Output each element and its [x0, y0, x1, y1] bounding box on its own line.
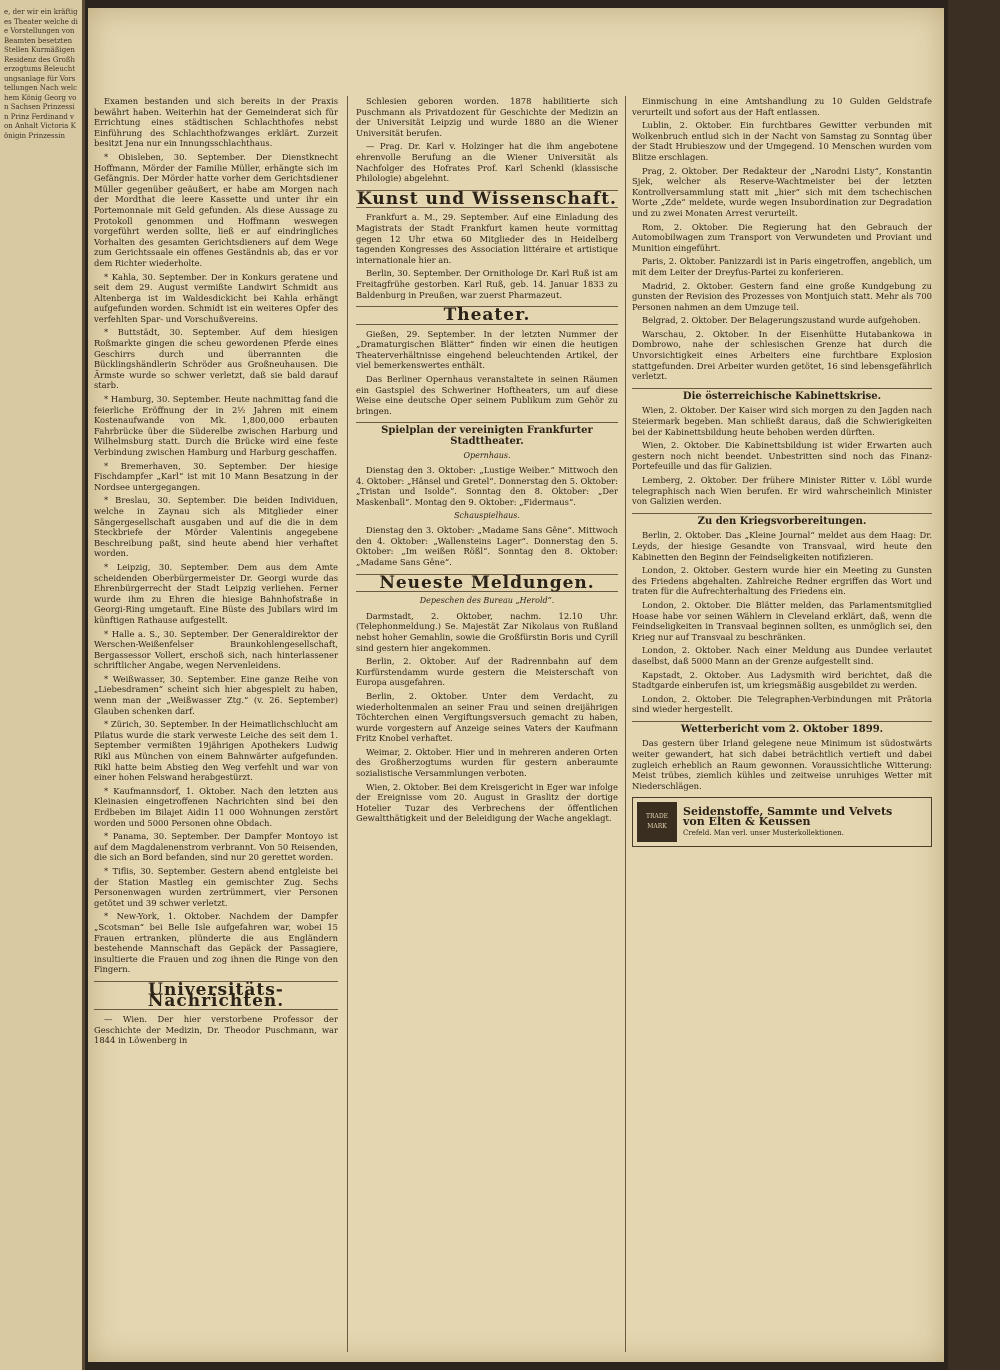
newspaper-page	[88, 8, 944, 1362]
paragraph: Berlin, 2. Oktober. Das „Kleine Journal“ meldet aus dem Haag: Dr. Leyds, der hiesige Gesandte von Transvaal, wird heute den Kabinetten den Beginn der Feindseligkeiten notifizieren.	[632, 530, 932, 562]
column-rule	[347, 96, 348, 1352]
paragraph: Lublin, 2. Oktober. Ein furchtbares Gewitter verbunden mit Wolkenbruch entlud sich in der Nacht von Samstag zu Sonntag über der Stadt Hrubieszow und der Umgegend. 10 Menschen wurden vom Blitze erschlagen.	[632, 120, 932, 162]
advertisement	[632, 797, 932, 847]
subheading: Schauspielhaus.	[454, 510, 520, 520]
previous-page-text: e, der wir ein kräftiges Theater welche die Vorstellungen von Beamten besetzten Stellen Kurmäßigen Residenz des Großherzogtums Beleuchtungsanlage für Vorstellungen Nach welchem König Georg von Sachsen Prinzessin Prinz Ferdinand von Anhalt Victoria Königin Prinzessin	[4, 8, 78, 140]
ad-text	[683, 804, 893, 839]
paragraph: * Halle a. S., 30. September. Der Generaldirektor der Werschen-Weißenfelser Braunkohlengesellschaft, Bergassessor Vollert, erschoß sich, nach hinterlassener schriftlicher Angabe, wegen Nervenleidens.	[94, 628, 338, 671]
ad-company: von Elten & Keussen	[683, 815, 811, 829]
column-2	[356, 96, 618, 1358]
paragraph: * Zürich, 30. September. In der Heimatlichschlucht am Pilatus wurde die stark verweste Leiche des seit dem 1. September vermißten 19jährigen Apothekers Ludwig Rikl aus München von einem Bahnwärter aufgefunden. Rikl hatte beim Abstieg den Weg verfehlt und war von einer hohen Felswand herabgestürzt.	[94, 719, 338, 783]
weather-report-text: Das gestern über Irland gelegene neue Minimum ist südostwärts weiter gewandert, hat sich dabei beträchtlich vertieft und dabei zugleich erheblich an Raum gewonnen. Voraussichtliche Witterung: Meist trübes, ziemlich kühles und zeitweise unruhiges Wetter mit Niederschlägen.	[632, 738, 932, 791]
trademark-logo: TRADE MARK	[637, 802, 677, 842]
paragraph: Berlin, 30. September. Der Ornithologe Dr. Karl Ruß ist am Freitagfrühe gestorben. Karl Ruß, geb. 14. Januar 1833 zu Baldenburg in Preußen, war zuerst Pharmazeut.	[356, 268, 618, 300]
paragraph: Dienstag den 3. Oktober: „Lustige Weiber.“ Mittwoch den 4. Oktober: „Hänsel und Gretel“. Donnerstag den 5. Oktober: „Tristan und Isolde“. Sonntag den 8. Oktober: „Der Maskenball“. Montag den 9. Oktober: „Fidermaus“.	[356, 465, 618, 507]
paragraph: Prag, 2. Oktober. Der Redakteur der „Narodni Listy“, Konstantin Sjek, welcher als Reserve-Wachtmeister bei der letzten Kontrollversammlung statt mit „hier“ sich mit dem tschechischen Worte „Zde“ meldete, wurde wegen Insubordination zur Degradation und zu zwei Monaten Arrest verurteilt.	[632, 165, 932, 218]
paragraph: London, 2. Oktober. Nach einer Meldung aus Dundee verlautet daselbst, daß 5000 Mann an der Grenze aufgestellt sind.	[632, 645, 932, 666]
section-title-universitaets: Universitäts-Nachrichten.	[94, 981, 338, 1010]
section-title-theater: Theater.	[356, 306, 618, 325]
ad-headline: Seidenstoffe, Sammte und Velvets	[683, 804, 893, 818]
paragraph: Einmischung in eine Amtshandlung zu 10 Gulden Geldstrafe verurteilt und sofort aus der Haft entlassen.	[632, 96, 932, 117]
paragraph: London, 2. Oktober. Die Blätter melden, das Parlamentsmitglied Hoase habe vor seinen Wählern in Cleveland erklärt, daß, wenn die Feindseligkeiten in Transvaal beginnen sollten, es unmöglich sei, den Krieg nur auf Transvaal zu beschränken.	[632, 599, 932, 642]
paragraph: * Buttstädt, 30. September. Auf dem hiesigen Roßmarkte gingen die scheu gewordenen Pferde eines Geschirrs durch und überrannten die Bücklingshändlerin Schröder aus Großneuhausen. Die Ärmste wurde so schwer verletzt, daß sie bald darauf starb.	[94, 327, 338, 391]
paragraph: Berlin, 2. Oktober. Unter dem Verdacht, zu wiederholtenmalen an seiner Frau und seinen dreijährigen Töchterchen einen Vergiftungsversuch gemacht zu haben, wurde vorgestern auf Anzeige seines Vaters der Kaufmann Fritz Knobel verhaftet.	[356, 690, 618, 744]
paragraph: London, 2. Oktober. Die Telegraphen-Verbindungen mit Prätoria sind wieder hergestellt.	[632, 693, 932, 715]
paragraph: Dienstag den 3. Oktober: „Madame Sans Gêne“. Mittwoch den 4. Oktober: „Wallensteins Lager“. Donnerstag den 5. Oktober: „Im weißen Rößl“. Sonntag den 8. Oktober: „Madame Sans Gêne“.	[356, 525, 618, 567]
paragraph: Lemberg, 2. Oktober. Der frühere Minister Ritter v. Löbl wurde telegraphisch nach Wien berufen. Er wird wahrscheinlich Minister von Galizien werden.	[632, 475, 932, 507]
paragraph: * Hamburg, 30. September. Heute nachmittag fand die feierliche Eröffnung der in 2½ Jahren mit einem Kostenaufwande von Mk. 1,800,000 erbauten Fahrbrücke über die Süderelbe zwischen Harburg und Wilhelmsburg statt. Durch die Brücke wird eine feste Verbindung zwischen Hamburg und Harburg geschaffen.	[94, 394, 338, 457]
paragraph: Examen bestanden und sich bereits in der Praxis bewährt haben. Weiterhin hat der Gemeinderat sich für Errichtung eines städtischen Schlachthofes nebst Einführung des Schlachthofzwanges erklärt. Zurzeit besitzt Jena nur ein Innungsschlachthaus.	[94, 96, 338, 149]
paragraph: — Wien. Der hier verstorbene Professor der Geschichte der Medizin, Dr. Theodor Puschmann, war 1844 in Löwenberg in	[94, 1014, 338, 1046]
paragraph: Das Berliner Opernhaus veranstaltete in seinen Räumen ein Gastspiel des Schweriner Hoftheaters, um auf diese Weise eine deutsche Oper seinem Publikum zum Gehör zu bringen.	[356, 374, 618, 416]
section-title-spielplan: Spielplan der vereinigten Frankfurter Stadttheater.	[356, 422, 618, 447]
section-title-kunst: Kunst und Wissenschaft.	[357, 188, 617, 209]
paragraph: Paris, 2. Oktober. Panizzardi ist in Paris eingetroffen, angeblich, um mit dem Leiter der Dreyfus-Partei zu konferieren.	[632, 256, 932, 277]
paragraph: Madrid, 2. Oktober. Gestern fand eine große Kundgebung zu gunsten der Revision des Prozesses von Montjuich statt. Mehr als 700 Personen nahmen an dem Umzuge teil.	[632, 280, 932, 312]
previous-page-edge	[0, 0, 85, 1370]
paragraph: Frankfurt a. M., 29. September. Auf eine Einladung des Magistrats der Stadt Frankfurt kamen heute vormittag gegen 12 Uhr etwa 60 Mitglieder des in Heidelberg tagenden Kongresses des Association littéraire et artistique internationale hier an.	[356, 212, 618, 265]
column-rule	[625, 96, 626, 1352]
subheading: Opernhaus.	[463, 450, 511, 460]
paragraph: * Kahla, 30. September. Der in Konkurs geratene und seit dem 29. August vermißte Landwirt Schmidt aus Altenberga ist im Waldesdickicht bei Kahla erhängt aufgefunden worden. Schmidt ist ein weiteres Opfer des verfehlten Spar- und Vorschußvereins.	[94, 271, 338, 324]
paragraph: * Tiflis, 30. September. Gestern abend entgleiste bei der Station Mastleg ein gemischter Zug. Sechs Personenwagen wurden zertrümmert, vier Personen getötet und 39 schwer verletzt.	[94, 865, 338, 908]
weather-report-title: Wetterbericht vom 2. Oktober 1899.	[632, 721, 932, 736]
paragraph: * Weißwasser, 30. September. Eine ganze Reihe von „Liebesdramen“ scheint sich hier abgespielt zu haben, wenn man der „Weißwasser Ztg.“ (v. 26. September) Glauben schenken darf.	[94, 673, 338, 716]
paragraph: Schlesien geboren worden. 1878 habilitierte sich Puschmann als Privatdozent für Geschichte der Medizin an der Universität Leipzig und wurde 1880 an die Wiener Universität berufen.	[356, 96, 618, 138]
paragraph: Wien, 2. Oktober. Bei dem Kreisgericht in Eger war infolge der Ereignisse vom 20. August in Graslitz der dortige Hotelier Tuzar des Verbrechens der öffentlichen Gewaltthätigkeit und der Beleidigung der Wache angeklagt.	[356, 781, 618, 824]
paragraph: Darmstadt, 2. Oktober, nachm. 12.10 Uhr. (Telephonmeldung.) Se. Majestät Zar Nikolaus von Rußland nebst hoher Gemahlin, sowie die Großfürstin Boris und Cyrill sind gestern hier angekommen.	[356, 610, 618, 653]
paragraph: Wien, 2. Oktober. Der Kaiser wird sich morgen zu den Jagden nach Steiermark begeben. Man schließt daraus, daß die Schwierigkeiten bei der Kabinettsbildung heute behoben werden dürften.	[632, 405, 932, 437]
section-title-kabinettskrise: Die österreichische Kabinettskrise.	[632, 388, 932, 403]
paragraph: Rom, 2. Oktober. Die Regierung hat den Gebrauch der Automobilwagen zum Transport von Verwundeten und Proviant und Munition eingeführt.	[632, 221, 932, 253]
section-title-kriegsvorbereitungen: Zu den Kriegsvorbereitungen.	[632, 513, 932, 528]
paragraph: * Panama, 30. September. Der Dampfer Montoyo ist auf dem Magdalenenstrom verbrannt. Von 50 Reisenden, die sich an Bord befanden, sind nur 20 gerettet worden.	[94, 831, 338, 863]
paragraph: * New-York, 1. Oktober. Nachdem der Dampfer „Scotsman“ bei Belle Isle aufgefahren war, wobei 15 Frauen ertranken, plünderte die aus Engländern bestehende Mannschaft das Gepäck der Passagiere, insultierte die Frauen und zog ihnen die Ringe von den Fingern.	[94, 911, 338, 975]
ad-footer: Crefeld. Man verl. unser Musterkollektionen.	[683, 828, 844, 837]
paragraph: Warschau, 2. Oktober. In der Eisenhütte Hutabankowa in Dombrowo, nahe der schlesischen Grenze hat durch die Unvorsichtigkeit eines Arbeiters eine furchtbare Explosion stattgefunden. Drei Arbeiter wurden getötet, 16 sind lebensgefährlich verletzt.	[632, 328, 932, 382]
section-title-meldungen: Neueste Meldungen.	[356, 574, 618, 593]
paragraph: Gießen, 29. September. In der letzten Nummer der „Dramaturgischen Blätter“ finden wir einen die heutigen Theaterverhältnisse eingehend beleuchtenden Artikel, der viel bemerkenswertes enthält.	[356, 328, 618, 371]
paragraph: * Kaufmannsdorf, 1. Oktober. Nach den letzten aus Kleinasien eingetroffenen Nachrichten sind bei den Erdbeben im Bilajet Aidin 11 000 Wohnungen zerstört worden und 5000 Personen ohne Obdach.	[94, 785, 338, 828]
column-1	[94, 96, 338, 1358]
paragraph: * Bremerhaven, 30. September. Der hiesige Fischdampfer „Karl“ ist mit 10 Mann Besatzung in der Nordsee untergegangen.	[94, 460, 338, 492]
paragraph: Berlin, 2. Oktober. Auf der Radrennbahn auf dem Kurfürstendamm wurde gestern die Meisterschaft von Europa ausgefahren.	[356, 656, 618, 688]
paragraph: Belgrad, 2. Oktober. Der Belagerungszustand wurde aufgehoben.	[642, 315, 921, 326]
paragraph: Wien, 2. Oktober. Die Kabinettsbildung ist wider Erwarten auch gestern noch nicht beendet. Unbestritten sind noch das Finanz-Portefeuille und das für Galizien.	[632, 440, 932, 472]
paragraph: * Obisleben, 30. September. Der Dienstknecht Hoffmann, Mörder der Familie Müller, erhängte sich im Gefängnis. Der Mörder hatte vorher dem Gerichtsdiener Müller gegenüber geäußert, er habe am Morgen nach der Mordthat die leere Kassette und unter ihr ein Portemonnaie mit Geld gefunden. Als diese Aussage zu Protokoll genommen und Hoffmann weswegen vorgeführt werden sollte, ließ er auf eindringliches Vorhalten des gesamten Gerichtsdieners auf dem Wege zum Gerichtssaale ein offenes Geständnis ab, das er vor dem Richter wiederholte.	[94, 151, 338, 268]
binding-edge	[948, 0, 1000, 1370]
paragraph: — Prag. Dr. Karl v. Holzinger hat die ihm angebotene ehrenvolle Berufung an die Wiener Universität als Nachfolger des Hofrates Prof. Karl Schenkl (klassische Philologie) abgelehnt.	[356, 141, 618, 184]
paragraph: Kapstadt, 2. Oktober. Aus Ladysmith wird berichtet, daß die Stadtgarde einberufen ist, um kriegsmäßig ausgebildet zu werden.	[632, 669, 932, 691]
paragraph: Weimar, 2. Oktober. Hier und in mehreren anderen Orten des Großherzogtums wurden für gestern anberaumte sozialistische Versammlungen verboten.	[356, 746, 618, 779]
subheading: Depeschen des Bureau „Herold“.	[419, 596, 555, 606]
paragraph: * Leipzig, 30. September. Dem aus dem Amte scheidenden Oberbürgermeister Dr. Georgi wurde das Ehrenbürgerrecht der Stadt Leipzig verliehen. Ferner wurde ihm zu Ehren die hiesige Bahnhofstraße in Georgi-Ring umgetauft. Eine Büste des Jubilars wird im künftigen Rathause aufgestellt.	[94, 561, 338, 625]
paragraph: * Breslau, 30. September. Die beiden Individuen, welche in Zaynau sich als Mitglieder einer Sängergesellschaft ausgaben und auf die die in dem Steckbriefe der Mörder Valentinis angegebene Beschreibung paßt, sind heute abend hier verhaftet worden.	[94, 495, 338, 559]
paragraph: London, 2. Oktober. Gestern wurde hier ein Meeting zu Gunsten des Friedens abgehalten. Zahlreiche Redner ergriffen das Wort und traten für die Aufrechterhaltung des Friedens ein.	[632, 565, 932, 597]
column-3	[632, 96, 932, 1358]
